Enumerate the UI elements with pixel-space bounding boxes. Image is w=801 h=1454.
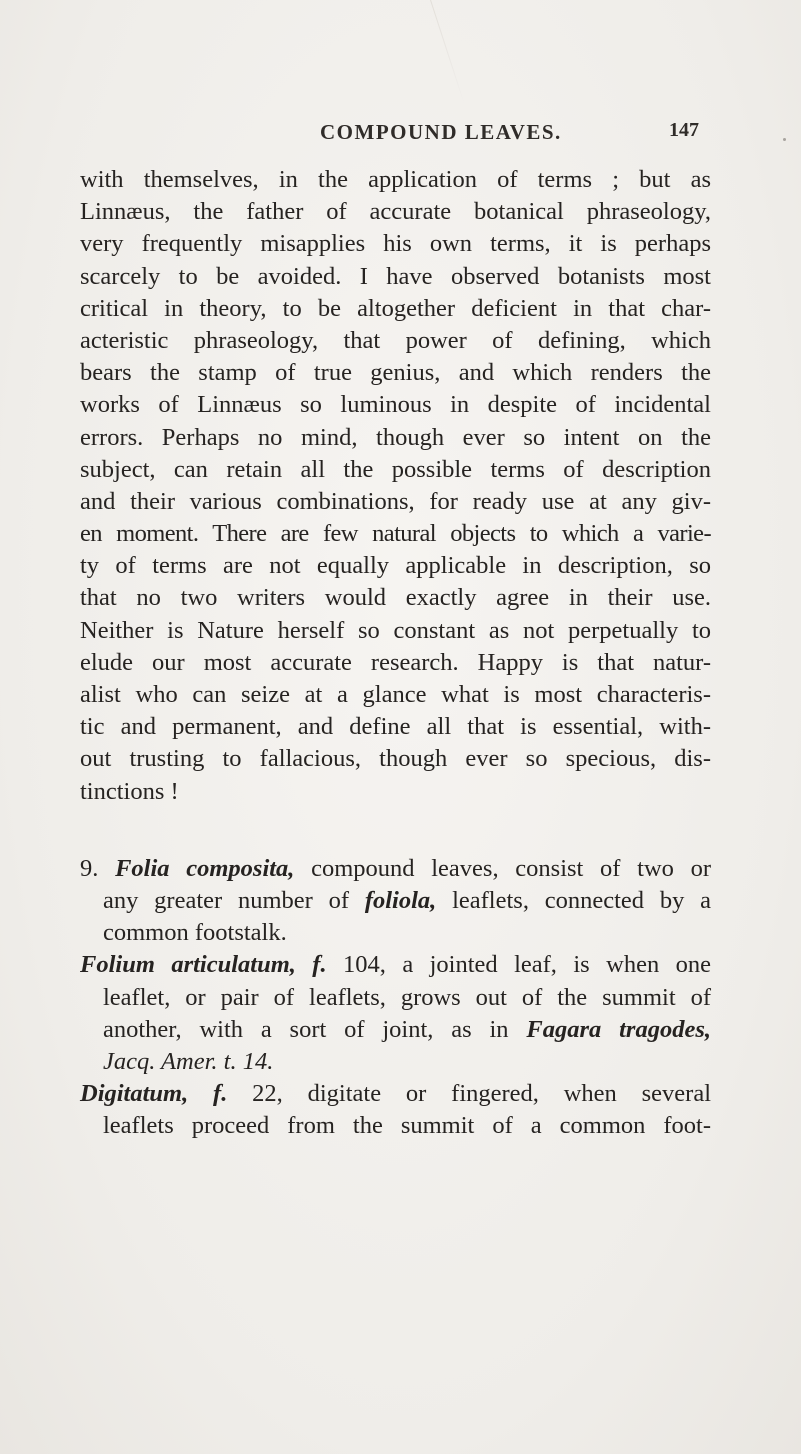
- text-line: [80, 853, 711, 885]
- running-title: COMPOUND LEAVES.: [320, 120, 562, 144]
- citation: Jacq. Amer. t. 14.: [103, 1047, 274, 1075]
- definition-text: 22, digitate or fingered, when several: [227, 1080, 711, 1108]
- page-number: 147: [669, 119, 699, 141]
- text-line: [80, 885, 711, 917]
- entry-folium-articulatum: [80, 949, 711, 1078]
- entry-digitatum: [80, 1078, 711, 1142]
- text-line: leaflets proceed from the summit of a common foot-: [103, 1112, 711, 1140]
- definition-text: any greater number of: [103, 886, 365, 914]
- species-name: Fagara tragodes,: [526, 1015, 711, 1043]
- text-line: elude our most accurate research. Happy is that natur-: [80, 648, 711, 676]
- text-line: tic and permanent, and define all that is essential, with-: [80, 713, 711, 741]
- term-folia-composita: Folia composita,: [115, 854, 295, 882]
- text-line: Neither is Nature herself so constant as not perpetually to: [80, 616, 711, 644]
- text-line: alist who can seize at a glance what is most characteris-: [80, 681, 711, 708]
- text-line: and their various combinations, for ready use at any giv-: [80, 487, 711, 515]
- text-line: errors. Perhaps no mind, though ever so intent on the: [80, 423, 711, 451]
- text-line: critical in theory, to be altogether deficient in that char-: [80, 294, 711, 322]
- text-line: common footstalk.: [103, 919, 287, 947]
- text-line: [80, 1046, 711, 1078]
- text-line: very frequently misapplies his own terms, it is perhaps: [80, 230, 711, 258]
- page-header: [0, 120, 801, 150]
- text-line: subject, can retain all the possible terms of description: [80, 455, 711, 483]
- term-foliola: foliola,: [364, 886, 437, 914]
- term-folium-articulatum: Folium articulatum, f.: [80, 951, 327, 979]
- text-line: [80, 949, 711, 981]
- text-line: ty of terms are not equally applicable in description, so: [80, 552, 711, 580]
- text-line: en moment. There are few natural objects to which a varie-: [80, 520, 711, 548]
- text-line: bears the stamp of true genius, and which renders the: [80, 359, 711, 387]
- definition-text: 104, a jointed leaf, is when one: [326, 951, 711, 979]
- definition-list: [80, 853, 711, 1143]
- text-line: [80, 1014, 711, 1046]
- paragraph-1: [80, 164, 711, 808]
- paper-crease: [430, 0, 465, 105]
- text-line: [80, 1078, 711, 1110]
- text-line: works of Linnæus so luminous in despite of incidental: [80, 391, 711, 419]
- entry-number: 9.: [80, 854, 99, 882]
- definition-text: leaflets, connected by a: [436, 886, 712, 914]
- body-text: [80, 164, 711, 1142]
- entry-folia-composita: [80, 853, 711, 950]
- text-line: with themselves, in the application of terms ; but as: [80, 166, 711, 193]
- text-line: Linnæus, the father of accurate botanical phraseology,: [80, 198, 711, 226]
- text-line: acteristic phraseology, that power of defining, which: [80, 326, 711, 354]
- definition-text: compound leaves, consist of two or: [294, 854, 711, 882]
- text-line: that no two writers would exactly agree in their use.: [80, 584, 711, 612]
- text-line: out trusting to fallacious, though ever so specious, dis-: [80, 745, 711, 773]
- term-digitatum: Digitatum, f.: [80, 1080, 228, 1108]
- definition-text: another, with a sort of joint, as in: [103, 1015, 527, 1043]
- text-line: leaflet, or pair of leaflets, grows out of the summit of: [103, 983, 711, 1011]
- text-line: scarcely to be avoided. I have observed botanists most: [80, 262, 711, 290]
- text-line: tinctions !: [80, 777, 179, 805]
